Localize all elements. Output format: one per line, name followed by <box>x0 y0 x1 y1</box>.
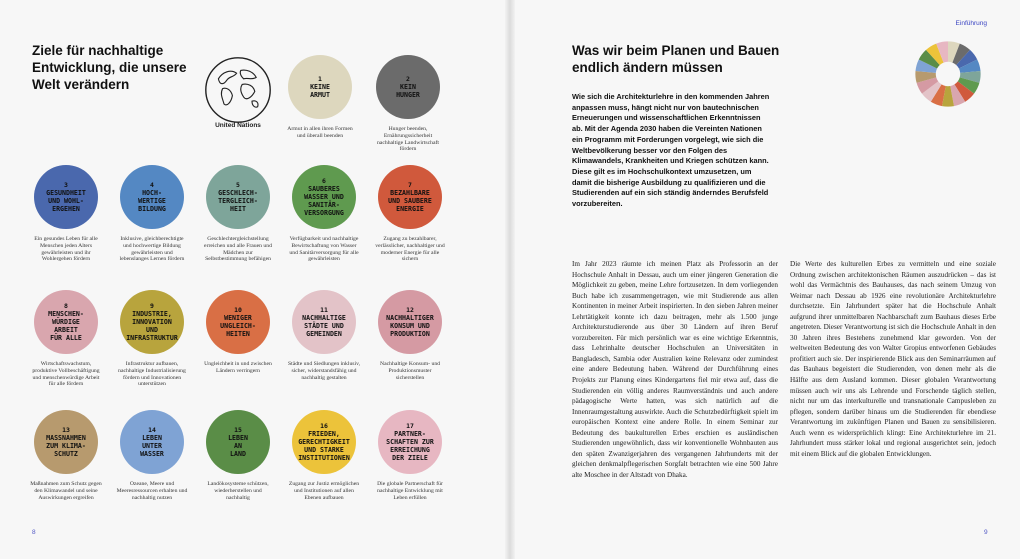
sdg-label: HOCH- WERTIGE BILDUNG <box>138 189 166 213</box>
sdg-circle <box>206 410 270 474</box>
sdg-number: 6 <box>322 177 326 185</box>
body-column-2: Die Werte des kulturellen Erbes zu vermitteln und eine soziale Ordnung zwischen architektonischen Räumen auszudrücken – das ist wohl das Vermächtnis des Bauhauses, das nach seinem Umzug von Weimar nach Dessau ab 1926 eine revolutionäre Architekturlehre durchsetzte. Ein Jahrhundert später hat die Hochschule Anhalt aufgrund ihrer unmittelbaren Nachbarschaft zum Bauhaus dieses Erbe angetreten. Dieser Verantwortung ist sich die Hochschule Anhalt in den 30 Jahren ihres Bestehens zunehmend klar geworden. Von der weltweiten Bedeutung des von Walter Gropius entworfenen Gebäudes profitiert auch sie. Der inspirierende Blick aus den Seminarräumen auf das Bauhaus begeistert die Studierenden, von denen mehr als die Hälfte aus dem Ausland kommen. Dieser globalen Verantwortung müssen auch wir uns als Lehrende und Forschende täglich stellen, nicht nur um das interkulturelle und transnationale Campusleben zu pflegen, sondern darüber hinaus um die Studierenden für ebendiese Verantwortung im zukünftigen Planen und Bauen zu sensibilisieren. Auch wenn es widersprüchlich klingt: Eine Architekturlehre im 21. Jahrhundert muss stärker lokal und regional ausgerichtet sein, jedoch mit einem Blick auf die globalen Entwicklungen. <box>790 260 996 458</box>
sdg-label: LEBEN UNTER WASSER <box>140 434 164 458</box>
sdg-description: Ozeane, Meere und Meeresressourcen erhalten und nachhaltig nutzen <box>116 481 188 501</box>
sdg-label: KEINE ARMUT <box>310 83 330 99</box>
sdg-number: 14 <box>148 426 156 434</box>
sdg-label: BEZAHLBARE UND SAUBERE ENERGIE <box>388 189 432 213</box>
sdg-description: Wirtschaftswachstum, produktive Vollbeschäftigung und menschenwürdige Arbeit für alle fördern <box>32 361 100 388</box>
right-page-title: Was wir beim Planen und Bauen endlich ändern müssen <box>572 43 780 75</box>
sdg-goal-16 <box>288 410 360 501</box>
sdg-goal-10 <box>202 290 274 375</box>
sdg-description: Städte und Siedlungen inklusiv, sicher, widerstandsfähig und nachhaltig gestalten <box>288 361 360 381</box>
sdg-number: 15 <box>234 426 242 434</box>
sdg-description: Zugang zu bezahlbarer, verlässlicher, nachhaltiger und moderner Energie für alle sichern <box>375 236 445 263</box>
sdg-label: MASSNAHMEN ZUM KLIMA- SCHUTZ <box>46 434 86 458</box>
sdg-label: NACHHALTIGE STÄDTE UND GEMEINDEN <box>302 314 346 338</box>
sdg-number: 1 <box>318 75 322 83</box>
lead-paragraph: Wie sich die Architekturlehre in den kommenden Jahren anpassen muss, hängt nicht nur von bautechnischen Erneuerungen und wissenschaftlichen Erkenntnissen ab. Mit der Agenda 2030 haben die Vereinten Nationen ein Programm mit Forderungen vorgelegt, wie sich die Weltbevölkerung besser vor den Folgen des Klimawandels, Krankheiten und Kriegen schützen kann. Diese gilt es im Hochschulkontext umzusetzen, um damit die bisherige Ausbildung zu qualifizieren und die Studierenden auf ein sich ständig änderndes Berufsfeld vorzubereiten. <box>572 92 770 209</box>
sdg-goal-13 <box>30 410 102 501</box>
sdg-goal-17 <box>374 410 446 501</box>
sdg-goal-5 <box>202 165 274 263</box>
sdg-circle <box>120 165 184 229</box>
sdg-label: GESUNDHEIT UND WOHL- ERGEHEN <box>46 189 86 213</box>
sdg-description: Die globale Partnerschaft für nachhaltige Entwicklung mit Leben erfüllen <box>377 481 443 501</box>
sdg-number: 11 <box>320 306 328 314</box>
sdg-circle <box>378 290 442 354</box>
sdg-circle <box>292 410 356 474</box>
sdg-goal-7 <box>374 165 446 263</box>
sdg-circle <box>292 165 356 229</box>
sdg-number: 7 <box>408 181 412 189</box>
sdg-description: Geschlechtergleichstellung erreichen und alle Frauen und Mädchen zur Selbstbestimmung befähigen <box>204 236 272 263</box>
sdg-description: Landökosysteme schützen, wiederherstellen und nachhaltig <box>207 481 269 501</box>
sdg-circle <box>378 165 442 229</box>
sdg-label: PARTNER- SCHAFTEN ZUR ERREICHUNG DER ZIELE <box>386 430 434 462</box>
sdg-number: 16 <box>320 422 328 430</box>
sdg-description: Verfügbarkeit und nachhaltige Bewirtschaftung von Wasser und Sanitärversorgung für alle gewährleisten <box>289 236 359 263</box>
sdg-label: NACHHALTIGER KONSUM UND PRODUKTION <box>386 314 434 338</box>
sdg-description: Maßnahmen zum Schutz gegen den Klimawandel und seine Auswirkungen ergreifen <box>30 481 102 501</box>
sdg-label: LEBEN AN LAND <box>228 434 248 458</box>
left-page-number: 8 <box>32 529 36 536</box>
sdg-circle <box>206 165 270 229</box>
sdg-description: Nachhaltige Konsum- und Produktionsmuster sicherstellen <box>379 361 441 381</box>
sdg-goal-3 <box>30 165 102 263</box>
sdg-number: 17 <box>406 422 414 430</box>
sdg-label: WENIGER UNGLEICH- HEITEN <box>220 314 256 338</box>
sdg-circle <box>120 410 184 474</box>
sdg-number: 5 <box>236 181 240 189</box>
sdg-goal-2 <box>372 55 444 153</box>
left-page-title: Ziele für nachhaltige Entwicklung, die unsere Welt verändern <box>32 43 187 92</box>
sdg-label: KEIN HUNGER <box>396 83 420 99</box>
section-label: Einführung <box>955 20 987 27</box>
sdg-description: Zugang zur Justiz ermöglichen und Institutionen auf allen Ebenen aufbauen <box>288 481 360 501</box>
sdg-number: 10 <box>234 306 242 314</box>
sdg-goal-4 <box>116 165 188 263</box>
sdg-goal-8 <box>30 290 102 388</box>
sdg-circle <box>288 55 352 119</box>
un-label: United Nations <box>215 122 261 129</box>
sdg-description: Inklusive, gleichberechtigte und hochwertige Bildung gewährleisten und lebenslanges Lernen fördern <box>119 236 185 263</box>
sdg-circle <box>34 410 98 474</box>
sdg-description: Ungleichheit in und zwischen Ländern verringern <box>204 361 272 374</box>
right-page-number: 9 <box>984 529 988 536</box>
sdg-number: 12 <box>406 306 414 314</box>
sdg-circle <box>34 165 98 229</box>
sdg-circle <box>206 290 270 354</box>
sdg-circle <box>376 55 440 119</box>
sdg-label: GESCHLECH- TERGLEICH- HEIT <box>218 189 258 213</box>
sdg-number: 4 <box>150 181 154 189</box>
sdg-description: Hunger beenden, Ernährungssicherheit nachhaltige Landwirtschaft fördern <box>376 126 440 153</box>
sdg-circle <box>34 290 98 354</box>
sdg-goal-14 <box>116 410 188 501</box>
book-gutter <box>505 0 515 559</box>
sdg-number: 13 <box>62 426 70 434</box>
sdg-description: Infrastruktur aufbauen, nachhaltige Industrialisierung fördern und Innovationen unterstützen <box>118 361 186 388</box>
sdg-description: Armut in allen ihren Formen und überall beenden <box>287 126 353 139</box>
un-world-map-emblem-icon <box>203 55 273 125</box>
sdg-label: MENSCHEN- WÜRDIGE ARBEIT FÜR ALLE <box>48 310 84 342</box>
sdg-goal-11 <box>288 290 360 381</box>
sdg-circle <box>292 290 356 354</box>
sdg-goal-15 <box>202 410 274 501</box>
sdg-color-wheel-icon <box>914 40 982 108</box>
body-column-1: Im Jahr 2023 räumte ich meinen Platz als Professorin an der Hochschule Anhalt in Dessau, auch um einer jüngeren Generation die Möglichkeit zu geben, meine Lehre fortzusetzen. In dem vorliegenden Buch habe ich zusammengetragen, wie mit Studierende aus allen Kontinenten in meiner Arbeit inspirierten. In den sieben Jahren meiner Lehrtätigkeit konnte ich dazu beitragen, mehr als 1.500 junge Architekturstudierende aus über 30 Ländern auf ihren Beruf vorzubereiten. Für mich persönlich war es eine wichtige Erkenntnis, dass Lehrinhalte deutscher Hochschulen an Universitäten in Bangladesch, Sambia oder Australien keine Relevanz oder zumindest eine andere Bedeutung haben. Während der Durchführung eines Projekts zur Planung eines Kindergartens fiel mir etwa auf, dass die Studierenden ein völlig anderes Raumverständnis und auch andere pädagogische Werte hatten, was sich natürlich auf die Innenraumgestaltung auswirkte. Auch die Schutzbedürftigkeit spielt im europäischen Kontext eine andere Rolle. In einem Seminar zur Bedeutung des baukulturellen Erbes erschien es ausländischen Studierenden ungewöhnlich, dass wir konventionelle Wohnbauten aus den späten Zwanzigerjahren des vergangenen Jahrhunderts mit der gleichen denkmalpflegerischen Sorgfalt betrachten wie eine 500 Jahre alte Moschee in der Altstadt von Dhaka. <box>572 260 778 479</box>
sdg-goal-6 <box>288 165 360 263</box>
sdg-goal-9 <box>116 290 188 388</box>
sdg-number: 3 <box>64 181 68 189</box>
sdg-circle <box>120 290 184 354</box>
sdg-label: FRIEDEN, GERECHTIGKEIT UND STARKE INSTITUTIONEN <box>298 430 350 462</box>
sdg-number: 9 <box>150 302 154 310</box>
sdg-circle <box>378 410 442 474</box>
sdg-goal-1 <box>284 55 356 140</box>
sdg-number: 2 <box>406 75 410 83</box>
sdg-number: 8 <box>64 302 68 310</box>
sdg-goal-12 <box>374 290 446 381</box>
sdg-description: Ein gesundes Leben für alle Menschen jeden Alters gewährleisten und ihr Wohlergehen fördern <box>34 236 98 263</box>
sdg-label: INDUSTRIE, INNOVATION UND INFRASTRUKTUR <box>126 310 178 342</box>
sdg-label: SAUBERES WASSER UND SANITÄR- VERSORGUNG <box>304 185 344 217</box>
